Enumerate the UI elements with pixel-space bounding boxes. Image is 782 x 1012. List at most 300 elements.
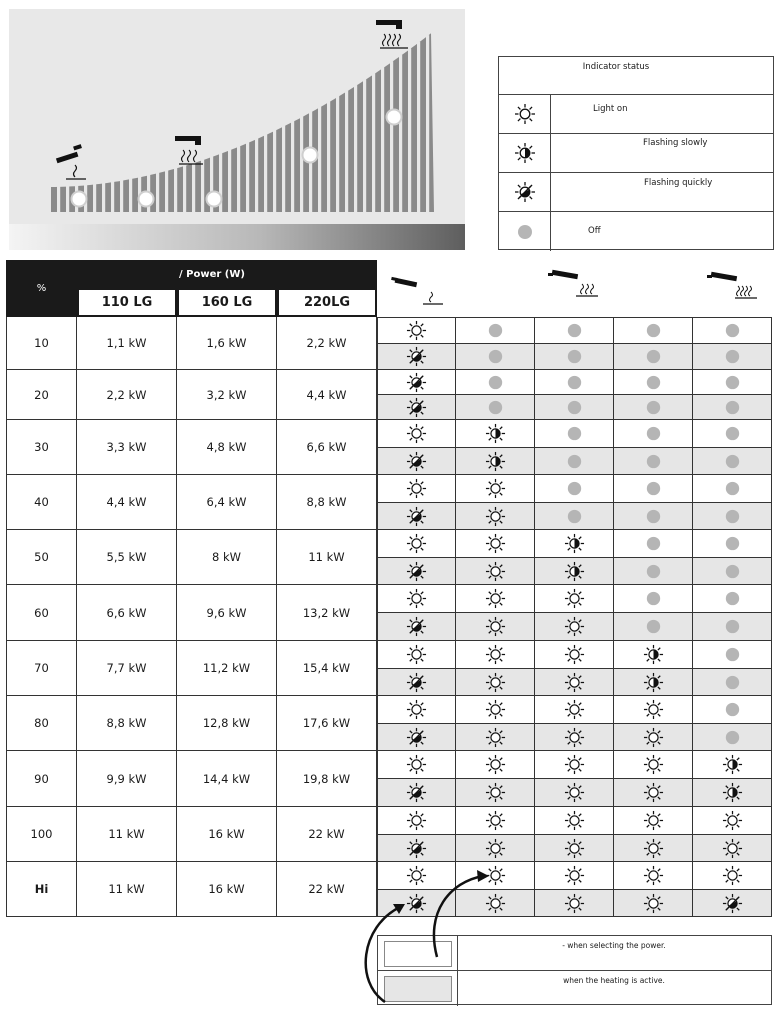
indicator-cell bbox=[377, 530, 456, 558]
indicator-cell bbox=[377, 779, 456, 807]
indicator-cell bbox=[614, 344, 693, 370]
ramp-gap bbox=[174, 167, 177, 212]
indicator-cell bbox=[614, 503, 693, 530]
half-sun-icon bbox=[564, 533, 585, 554]
ramp-gap bbox=[246, 142, 249, 212]
sun-icon bbox=[485, 533, 506, 554]
slash-sun-icon bbox=[499, 173, 551, 211]
legend-title: Indicator status bbox=[499, 57, 773, 95]
sun-icon bbox=[406, 478, 427, 499]
sun-icon bbox=[564, 727, 585, 748]
ramp-gap bbox=[426, 35, 429, 212]
power-cell: 14,4 kW bbox=[177, 751, 277, 807]
half-sun-icon bbox=[722, 754, 743, 775]
indicator-cell bbox=[693, 344, 772, 370]
sun-icon bbox=[564, 616, 585, 637]
indicator-led-1 bbox=[72, 192, 87, 207]
indicator-cell bbox=[456, 641, 535, 669]
grey-dot-icon bbox=[722, 588, 743, 609]
indicator-cell bbox=[693, 370, 772, 395]
grey-dot-icon bbox=[643, 423, 664, 444]
power-cell: 8,8 kW bbox=[277, 475, 377, 530]
ramp-gap bbox=[300, 116, 303, 212]
power-cell: 7,7 kW bbox=[77, 641, 177, 696]
half-sun-icon bbox=[722, 782, 743, 803]
indicator-cell bbox=[614, 558, 693, 585]
grey-dot-icon bbox=[485, 372, 506, 393]
pot-icon-mid bbox=[175, 136, 203, 164]
grey-dot-icon bbox=[564, 451, 585, 472]
selecting-power-text: - when selecting the power. bbox=[562, 941, 666, 950]
indicator-cell bbox=[535, 530, 614, 558]
indicator-cell bbox=[614, 807, 693, 835]
indicator-cell bbox=[614, 669, 693, 696]
percent-cell: 20 bbox=[6, 370, 77, 420]
indicator-cell bbox=[614, 448, 693, 475]
indicator-cell bbox=[377, 835, 456, 862]
grey-dot-icon bbox=[485, 346, 506, 367]
percent-cell: 10 bbox=[6, 317, 77, 370]
indicator-cell bbox=[456, 724, 535, 751]
sun-icon bbox=[485, 672, 506, 693]
grey-dot-icon bbox=[485, 397, 506, 418]
half-sun-icon bbox=[643, 644, 664, 665]
ramp-gap bbox=[228, 149, 231, 212]
indicator-cell bbox=[456, 613, 535, 641]
slash-sun-icon bbox=[406, 616, 427, 637]
power-cell: 9,6 kW bbox=[177, 585, 277, 641]
column-pot-icon-1 bbox=[391, 277, 443, 304]
column-pot-icons bbox=[390, 268, 780, 313]
ramp-gap bbox=[273, 130, 276, 212]
sun-icon bbox=[406, 533, 427, 554]
indicator-cell bbox=[614, 585, 693, 613]
ramp-gap bbox=[345, 91, 348, 212]
slash-sun-icon bbox=[406, 397, 427, 418]
sun-icon bbox=[485, 644, 506, 665]
sun-icon bbox=[643, 754, 664, 775]
sun-icon bbox=[499, 95, 551, 133]
ramp-gap bbox=[399, 55, 402, 212]
grey-dot-icon bbox=[564, 346, 585, 367]
half-sun-icon bbox=[564, 561, 585, 582]
sun-icon bbox=[564, 644, 585, 665]
grey-dot-icon bbox=[722, 397, 743, 418]
indicator-cell bbox=[693, 395, 772, 420]
sun-icon bbox=[406, 699, 427, 720]
indicator-cell bbox=[377, 751, 456, 779]
sun-icon bbox=[485, 727, 506, 748]
percent-cell: 100 bbox=[6, 807, 77, 862]
indicator-cell bbox=[377, 475, 456, 503]
slash-sun-icon bbox=[722, 893, 743, 914]
grey-dot-icon bbox=[643, 397, 664, 418]
indicator-cell bbox=[535, 420, 614, 448]
power-cell: 22 kW bbox=[277, 807, 377, 862]
indicator-cell bbox=[614, 890, 693, 917]
power-cell: 22 kW bbox=[277, 862, 377, 917]
indicator-cell bbox=[693, 558, 772, 585]
ramp-gap bbox=[165, 169, 168, 212]
grey-dot-icon bbox=[643, 451, 664, 472]
sun-icon bbox=[485, 810, 506, 831]
indicator-cell bbox=[377, 344, 456, 370]
model-header-220: 220LG bbox=[277, 288, 377, 317]
indicator-cell bbox=[377, 641, 456, 669]
indicator-cell bbox=[693, 475, 772, 503]
sun-icon bbox=[514, 103, 536, 125]
power-cell: 3,3 kW bbox=[77, 420, 177, 475]
ramp-gap bbox=[291, 121, 294, 212]
sun-icon bbox=[643, 699, 664, 720]
slash-sun-icon bbox=[406, 727, 427, 748]
grey-dot-icon bbox=[643, 320, 664, 341]
slash-sun-icon bbox=[406, 506, 427, 527]
indicator-cell bbox=[614, 751, 693, 779]
power-cell: 2,2 kW bbox=[277, 317, 377, 370]
indicator-cell bbox=[456, 344, 535, 370]
ramp-gap bbox=[408, 49, 411, 212]
indicator-cell bbox=[456, 751, 535, 779]
slash-sun-icon bbox=[514, 181, 536, 203]
legend-row-slow bbox=[499, 134, 773, 173]
legend-label-off: Off bbox=[588, 226, 601, 236]
legend-row-quick bbox=[499, 173, 773, 212]
indicator-cell bbox=[614, 862, 693, 890]
sun-icon bbox=[564, 782, 585, 803]
slash-sun-icon bbox=[406, 372, 427, 393]
percent-cell: 30 bbox=[6, 420, 77, 475]
indicator-cell bbox=[614, 317, 693, 344]
model-header-160: 160 LG bbox=[177, 288, 277, 317]
indicator-cell bbox=[693, 751, 772, 779]
indicator-cell bbox=[377, 448, 456, 475]
curved-arrows bbox=[355, 862, 515, 1012]
sun-icon bbox=[485, 782, 506, 803]
sun-icon bbox=[406, 810, 427, 831]
power-cell: 19,8 kW bbox=[277, 751, 377, 807]
power-cell: 15,4 kW bbox=[277, 641, 377, 696]
grey-dot-icon bbox=[722, 346, 743, 367]
sun-icon bbox=[564, 699, 585, 720]
grey-dot-icon bbox=[564, 506, 585, 527]
power-cell: 11 kW bbox=[77, 862, 177, 917]
grey-dot-icon bbox=[499, 212, 551, 251]
indicator-cell bbox=[614, 724, 693, 751]
percent-cell: 70 bbox=[6, 641, 77, 696]
indicator-cell bbox=[456, 370, 535, 395]
sun-icon bbox=[722, 810, 743, 831]
sun-icon bbox=[643, 838, 664, 859]
half-sun-icon bbox=[643, 672, 664, 693]
ramp-gap bbox=[201, 159, 204, 212]
indicator-cell bbox=[377, 420, 456, 448]
grey-dot-icon bbox=[722, 727, 743, 748]
grey-dot-icon bbox=[722, 561, 743, 582]
power-cell: 11 kW bbox=[277, 530, 377, 585]
indicator-cell bbox=[535, 669, 614, 696]
ramp-gap bbox=[93, 183, 96, 212]
ramp-gap bbox=[255, 138, 258, 212]
indicator-led-5 bbox=[387, 110, 402, 125]
grey-dot-icon bbox=[643, 506, 664, 527]
sun-icon bbox=[406, 320, 427, 341]
indicator-cell bbox=[535, 835, 614, 862]
indicator-cell bbox=[377, 317, 456, 344]
ramp-gap bbox=[156, 172, 159, 212]
indicator-cell bbox=[456, 558, 535, 585]
sun-icon bbox=[564, 810, 585, 831]
half-sun-icon bbox=[514, 142, 536, 164]
grey-dot-icon bbox=[643, 533, 664, 554]
legend-label-quick: Flashing quickly bbox=[644, 178, 713, 188]
indicator-cell bbox=[693, 724, 772, 751]
ramp-gap bbox=[390, 61, 393, 212]
sun-icon bbox=[406, 588, 427, 609]
grey-dot-icon bbox=[722, 320, 743, 341]
sun-icon bbox=[564, 672, 585, 693]
heating-active-text: when the heating is active. bbox=[563, 976, 665, 985]
indicator-cell bbox=[535, 724, 614, 751]
power-cell: 2,2 kW bbox=[77, 370, 177, 420]
grey-dot-icon bbox=[722, 533, 743, 554]
indicator-cell bbox=[377, 669, 456, 696]
sun-icon bbox=[643, 865, 664, 886]
power-cell: 1,1 kW bbox=[77, 317, 177, 370]
ramp-gap bbox=[318, 106, 321, 212]
sun-icon bbox=[722, 838, 743, 859]
indicator-cell bbox=[377, 370, 456, 395]
sun-icon bbox=[564, 588, 585, 609]
indicator-cell bbox=[377, 558, 456, 585]
indicator-cell bbox=[535, 344, 614, 370]
ramp-gap bbox=[102, 182, 105, 212]
indicator-cell bbox=[456, 807, 535, 835]
indicator-cell bbox=[535, 641, 614, 669]
indicator-cell bbox=[614, 779, 693, 807]
slash-sun-icon bbox=[406, 561, 427, 582]
percent-cell: Hi bbox=[6, 862, 77, 917]
indicator-cell bbox=[535, 370, 614, 395]
indicator-cell bbox=[535, 317, 614, 344]
sun-icon bbox=[485, 616, 506, 637]
ramp-gap bbox=[381, 67, 384, 212]
grey-dot-icon bbox=[722, 372, 743, 393]
power-header: / Power (W) bbox=[77, 260, 377, 288]
grey-dot-icon bbox=[722, 644, 743, 665]
grey-dot-icon bbox=[722, 616, 743, 637]
power-cell: 4,8 kW bbox=[177, 420, 277, 475]
power-cell: 6,6 kW bbox=[77, 585, 177, 641]
ramp-gap bbox=[417, 42, 420, 212]
power-cell: 4,4 kW bbox=[277, 370, 377, 420]
percent-cell: 60 bbox=[6, 585, 77, 641]
sun-icon bbox=[485, 506, 506, 527]
power-cell: 8 kW bbox=[177, 530, 277, 585]
indicator-cell bbox=[535, 475, 614, 503]
grey-dot-icon bbox=[722, 451, 743, 472]
indicator-cell bbox=[693, 779, 772, 807]
grey-dot-icon bbox=[722, 672, 743, 693]
grey-dot-icon bbox=[722, 478, 743, 499]
indicator-cell bbox=[456, 317, 535, 344]
power-cell: 1,6 kW bbox=[177, 317, 277, 370]
indicator-cell bbox=[614, 370, 693, 395]
ramp-gap bbox=[336, 96, 339, 212]
grey-dot-icon bbox=[643, 478, 664, 499]
ramp-gap bbox=[282, 125, 285, 212]
power-cell: 12,8 kW bbox=[177, 696, 277, 751]
half-sun-icon bbox=[485, 423, 506, 444]
percent-cell: 40 bbox=[6, 475, 77, 530]
indicator-cell bbox=[693, 420, 772, 448]
power-cell: 13,2 kW bbox=[277, 585, 377, 641]
legend-label-slow: Flashing slowly bbox=[643, 138, 708, 148]
ramp-gap bbox=[237, 145, 240, 212]
sun-icon bbox=[564, 754, 585, 775]
indicator-cell bbox=[456, 585, 535, 613]
slash-sun-icon bbox=[406, 451, 427, 472]
ramp-gap bbox=[327, 101, 330, 212]
sun-icon bbox=[485, 561, 506, 582]
power-cell: 8,8 kW bbox=[77, 696, 177, 751]
indicator-cell bbox=[535, 613, 614, 641]
indicator-cell bbox=[693, 696, 772, 724]
percent-header: % bbox=[6, 260, 77, 317]
indicator-cell bbox=[693, 890, 772, 917]
ramp-gap bbox=[66, 185, 69, 212]
sun-icon bbox=[485, 754, 506, 775]
ramp-gap bbox=[264, 134, 267, 212]
power-cell: 6,6 kW bbox=[277, 420, 377, 475]
indicator-cell bbox=[535, 890, 614, 917]
indicator-cell bbox=[535, 751, 614, 779]
slash-sun-icon bbox=[406, 672, 427, 693]
power-cell: 11,2 kW bbox=[177, 641, 277, 696]
grey-dot-icon bbox=[722, 423, 743, 444]
ramp-gap bbox=[192, 162, 195, 212]
legend-row-on bbox=[499, 95, 773, 134]
sun-icon bbox=[485, 588, 506, 609]
indicator-cell bbox=[377, 503, 456, 530]
indicator-cell bbox=[614, 475, 693, 503]
indicator-cell bbox=[614, 420, 693, 448]
grey-dot-icon bbox=[722, 506, 743, 527]
indicator-cell bbox=[535, 448, 614, 475]
power-cell: 3,2 kW bbox=[177, 370, 277, 420]
column-pot-icon-3 bbox=[548, 270, 598, 296]
sun-icon bbox=[485, 478, 506, 499]
ramp-shape bbox=[51, 33, 434, 212]
grey-dot-icon bbox=[643, 372, 664, 393]
grey-dot-icon bbox=[564, 423, 585, 444]
half-sun-icon bbox=[485, 451, 506, 472]
grey-dot-icon bbox=[564, 372, 585, 393]
grey-dot-icon bbox=[514, 221, 536, 243]
indicator-cell bbox=[377, 585, 456, 613]
indicator-cell bbox=[693, 503, 772, 530]
sun-icon bbox=[406, 423, 427, 444]
grey-dot-icon bbox=[643, 346, 664, 367]
indicator-cell bbox=[693, 585, 772, 613]
grey-dot-icon bbox=[564, 478, 585, 499]
indicator-cell bbox=[535, 558, 614, 585]
sun-icon bbox=[485, 699, 506, 720]
grey-dot-icon bbox=[564, 320, 585, 341]
power-cell: 16 kW bbox=[177, 807, 277, 862]
legend-row-off bbox=[499, 212, 773, 251]
indicator-cell bbox=[614, 613, 693, 641]
indicator-cell bbox=[535, 395, 614, 420]
indicator-cell bbox=[456, 475, 535, 503]
sun-icon bbox=[643, 782, 664, 803]
grey-dot-icon bbox=[643, 561, 664, 582]
indicator-cell bbox=[614, 835, 693, 862]
grey-dot-icon bbox=[643, 616, 664, 637]
indicator-cell bbox=[693, 317, 772, 344]
legend-label-on: Light on bbox=[593, 104, 628, 114]
sun-icon bbox=[564, 893, 585, 914]
arrow-to-quick-icon bbox=[366, 904, 405, 1002]
power-cell: 9,9 kW bbox=[77, 751, 177, 807]
grey-dot-icon bbox=[643, 588, 664, 609]
indicator-cell bbox=[614, 696, 693, 724]
indicator-led-2 bbox=[139, 192, 154, 207]
power-cell: 4,4 kW bbox=[77, 475, 177, 530]
indicator-cell bbox=[535, 585, 614, 613]
indicator-cell bbox=[693, 530, 772, 558]
indicator-cell bbox=[693, 448, 772, 475]
indicator-cell bbox=[693, 835, 772, 862]
indicator-cell bbox=[377, 724, 456, 751]
indicator-cell bbox=[693, 669, 772, 696]
power-cell: 6,4 kW bbox=[177, 475, 277, 530]
grey-dot-icon bbox=[722, 699, 743, 720]
sun-icon bbox=[485, 838, 506, 859]
percent-cell: 80 bbox=[6, 696, 77, 751]
ramp-gap bbox=[57, 185, 60, 212]
indicator-cell bbox=[456, 420, 535, 448]
slash-sun-icon bbox=[406, 838, 427, 859]
sun-icon bbox=[643, 810, 664, 831]
slash-sun-icon bbox=[406, 346, 427, 367]
indicator-cell bbox=[377, 807, 456, 835]
sun-icon bbox=[564, 838, 585, 859]
power-cell: 5,5 kW bbox=[77, 530, 177, 585]
indicator-cell bbox=[456, 448, 535, 475]
indicator-cell bbox=[456, 696, 535, 724]
sun-icon bbox=[643, 893, 664, 914]
indicator-status-legend bbox=[498, 56, 774, 250]
ramp-gap bbox=[372, 73, 375, 212]
indicator-cell bbox=[456, 835, 535, 862]
ramp-gap bbox=[354, 85, 357, 212]
power-ramp-graphic bbox=[9, 9, 465, 250]
indicator-cell bbox=[535, 862, 614, 890]
sun-icon bbox=[564, 865, 585, 886]
indicator-cell bbox=[456, 530, 535, 558]
model-header-110: 110 LG bbox=[77, 288, 177, 317]
indicator-cell bbox=[535, 696, 614, 724]
indicator-cell bbox=[456, 779, 535, 807]
indicator-cell bbox=[693, 862, 772, 890]
indicator-led-4 bbox=[303, 148, 318, 163]
indicator-cell bbox=[614, 395, 693, 420]
pot-icon-low bbox=[56, 144, 86, 179]
indicator-cell bbox=[535, 503, 614, 530]
indicator-cell bbox=[535, 779, 614, 807]
pot-icon-high bbox=[376, 20, 408, 48]
